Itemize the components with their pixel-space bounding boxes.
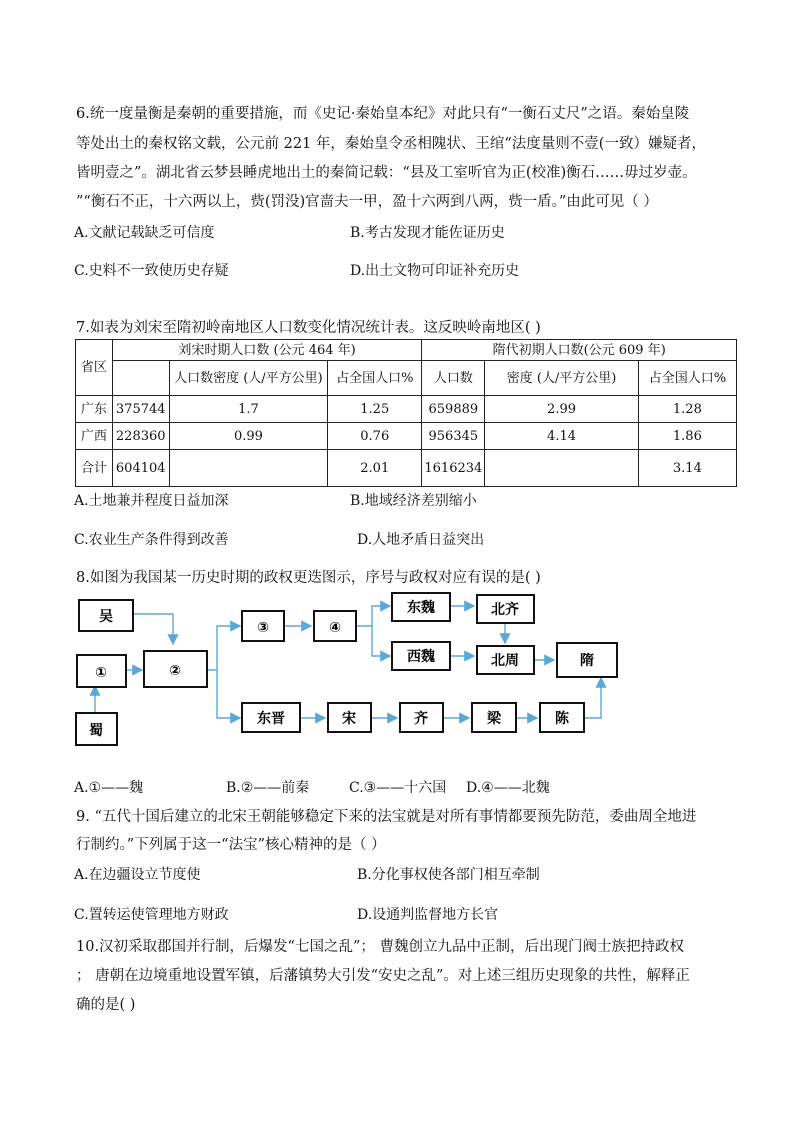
header-density-2: 密度 (人/平方公里) bbox=[485, 361, 638, 396]
q6-option-c[interactable]: C.史料不一致使历史存疑 bbox=[74, 263, 229, 279]
population-table bbox=[75, 339, 737, 487]
svg-text:齐: 齐 bbox=[414, 711, 428, 727]
box-xiwei bbox=[392, 642, 450, 670]
regime-succession-diagram bbox=[70, 588, 630, 750]
svg-text:东魏: 东魏 bbox=[407, 600, 435, 616]
box-liang bbox=[472, 703, 516, 732]
header-province: 省区 bbox=[76, 340, 113, 396]
cell-count-1: 375744 bbox=[112, 396, 169, 423]
cell-count-2: 956345 bbox=[422, 423, 485, 450]
cell-density-2: 4.14 bbox=[485, 423, 638, 450]
cell-count-1: 228360 bbox=[112, 423, 169, 450]
q10-line-1: 10.汉初采取郡国并行制，后爆发“七国之乱”； 曹魏创立九品中正制，后出现门阀士族把持政权 bbox=[76, 939, 684, 955]
svg-text:北齐: 北齐 bbox=[491, 602, 519, 618]
svg-text:③: ③ bbox=[257, 620, 269, 636]
cell-name: 合计 bbox=[76, 450, 113, 487]
q8-option-a[interactable]: A.①——魏 bbox=[74, 780, 144, 796]
header-share-2: 占全国人口% bbox=[638, 361, 736, 396]
svg-text:梁: 梁 bbox=[487, 711, 501, 727]
cell-density-2 bbox=[485, 450, 638, 487]
header-density-1: 人口数密度 (人/平方公里) bbox=[169, 361, 327, 396]
svg-text:隋: 隋 bbox=[580, 653, 594, 669]
box-song bbox=[328, 703, 371, 732]
q9-option-d[interactable]: D.设通判监督地方长官 bbox=[357, 907, 499, 923]
svg-text:陈: 陈 bbox=[555, 711, 569, 727]
q9-option-b[interactable]: B.分化事权使各部门相互牵制 bbox=[357, 867, 540, 883]
box-wu bbox=[79, 600, 133, 631]
q8-option-b[interactable]: B.②——前秦 bbox=[226, 780, 310, 796]
svg-text:北周: 北周 bbox=[491, 653, 519, 669]
q9-line-2: 行制约。”下列属于这一“法宝”核心精神的是（ ） bbox=[76, 837, 386, 853]
table-row bbox=[76, 450, 737, 487]
header-liusong: 刘宋时期人口数 (公元 464 年) bbox=[112, 340, 422, 361]
q7-option-a[interactable]: A.土地兼并程度日益加深 bbox=[74, 493, 229, 509]
q6-option-d[interactable]: D.出土文物可印证补充历史 bbox=[350, 263, 520, 279]
cell-share-2: 1.28 bbox=[638, 396, 736, 423]
box-2 bbox=[144, 651, 207, 687]
q6-option-b[interactable]: B.考古发现才能佐证历史 bbox=[350, 225, 505, 241]
q7-option-c[interactable]: C.农业生产条件得到改善 bbox=[74, 532, 229, 548]
box-chen bbox=[540, 703, 584, 732]
table-row bbox=[76, 396, 737, 423]
box-shu bbox=[76, 713, 117, 745]
q7-option-b[interactable]: B.地域经济差别缩小 bbox=[350, 493, 477, 509]
box-qi bbox=[400, 703, 443, 732]
svg-text:西魏: 西魏 bbox=[407, 649, 435, 665]
q10-line-3: 确的是( ) bbox=[76, 997, 136, 1013]
svg-text:④: ④ bbox=[329, 620, 341, 636]
svg-text:宋: 宋 bbox=[342, 711, 356, 727]
svg-text:②: ② bbox=[169, 663, 181, 679]
svg-text:①: ① bbox=[95, 665, 107, 681]
box-beizhou bbox=[477, 646, 534, 674]
cell-density-2: 2.99 bbox=[485, 396, 638, 423]
q6-option-a[interactable]: A.文献记载缺乏可信度 bbox=[74, 225, 215, 241]
q9-option-a[interactable]: A.在边疆设立节度使 bbox=[74, 867, 201, 883]
header-sui: 隋代初期人口数(公元 609 年) bbox=[422, 340, 737, 361]
box-dongwei bbox=[392, 593, 450, 621]
cell-count-2: 1616234 bbox=[422, 450, 485, 487]
box-dongjin bbox=[242, 703, 300, 732]
cell-share-1: 1.25 bbox=[328, 396, 422, 423]
box-sui bbox=[557, 643, 617, 677]
cell-count-1: 604104 bbox=[112, 450, 169, 487]
svg-text:东晋: 东晋 bbox=[257, 711, 285, 727]
cell-share-1: 2.01 bbox=[328, 450, 422, 487]
cell-density-1 bbox=[169, 450, 327, 487]
box-3 bbox=[242, 611, 284, 641]
q10-line-2: ； 唐朝在边境重地设置军镇，后藩镇势大引发“安史之乱”。对上述三组历史现象的共性，解释正 bbox=[76, 968, 690, 984]
q7-option-d[interactable]: D.人地矛盾日益突出 bbox=[357, 532, 485, 548]
cell-count-2: 659889 bbox=[422, 396, 485, 423]
q9-option-c[interactable]: C.置转运使管理地方财政 bbox=[74, 907, 229, 923]
q6-line-4: ”“衡石不正，十六两以上，赀(罚没)官啬夫一甲，盈十六两到八两，赀一盾。”由此可见（ ） bbox=[76, 194, 658, 210]
q8-option-d[interactable]: D.④——北魏 bbox=[466, 780, 550, 796]
q7-stem: 7.如表为刘宋至隋初岭南地区人口数变化情况统计表。这反映岭南地区( ) bbox=[76, 320, 541, 336]
cell-name: 广东 bbox=[76, 396, 113, 423]
box-beiqi bbox=[477, 595, 534, 623]
cell-share-2: 3.14 bbox=[638, 450, 736, 487]
cell-share-1: 0.76 bbox=[328, 423, 422, 450]
box-1 bbox=[77, 655, 126, 687]
cell-density-1: 1.7 bbox=[169, 396, 327, 423]
box-4 bbox=[314, 611, 356, 641]
table-row bbox=[76, 423, 737, 450]
q6-line-2: 等处出土的秦权铭文载，公元前 221 年，秦始皇令丞相隗状、王绾“法度量则不壹(一致）嫌疑者， bbox=[76, 136, 706, 152]
svg-text:吴: 吴 bbox=[99, 609, 113, 625]
cell-share-2: 1.86 bbox=[638, 423, 736, 450]
q8-option-c[interactable]: C.③——十六国 bbox=[349, 780, 447, 796]
q6-line-1: 6.统一度量衡是秦朝的重要措施，而《史记·秦始皇本纪》对此只有“一衡石丈尺”之语。秦始皇陵 bbox=[76, 106, 690, 122]
q8-stem: 8.如图为我国某一历史时期的政权更迭图示，序号与政权对应有误的是( ) bbox=[76, 570, 541, 586]
cell-density-1: 0.99 bbox=[169, 423, 327, 450]
header-share-1: 占全国人口% bbox=[328, 361, 422, 396]
q9-line-1: 9. “五代十国后建立的北宋王朝能够稳定下来的法宝就是对所有事情都要预先防范，委曲周全地进 bbox=[76, 809, 697, 825]
q6-line-3: 皆明壹之”。湖北省云梦县睡虎地出土的秦简记载：“县及工室听官为正(校准)衡石……毋过岁壶。 bbox=[76, 165, 697, 181]
cell-name: 广西 bbox=[76, 423, 113, 450]
header-count-2: 人口数 bbox=[422, 361, 485, 396]
svg-text:蜀: 蜀 bbox=[89, 723, 103, 739]
